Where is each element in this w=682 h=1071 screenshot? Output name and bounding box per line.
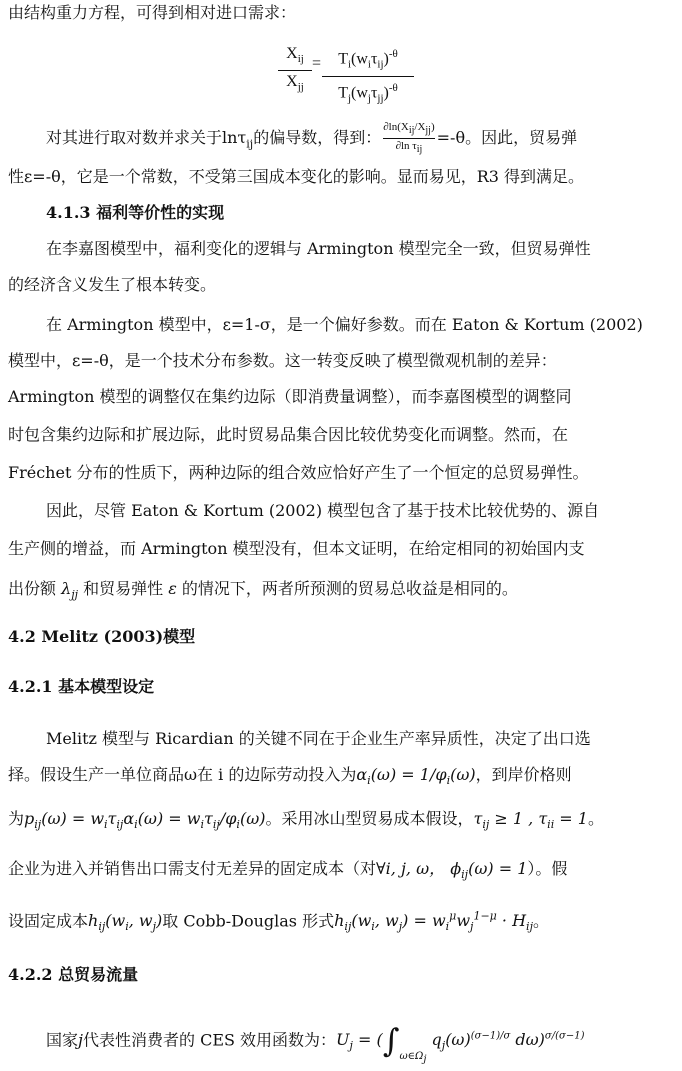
equation-equals: = xyxy=(312,55,322,72)
text-line: 生产侧的增益，而 Armington 模型没有，但本文证明，在给定相同的初始国内支 xyxy=(8,539,585,558)
section-heading: 4.2 Melitz (2003)模型 xyxy=(8,627,196,646)
text-line: 的经济含义发生了根本转变。 xyxy=(8,275,217,294)
text-line: Fréchet 分布的性质下，两种边际的组合效应恰好产生了一个恒定的总贸易弹性。 xyxy=(8,463,589,482)
derivative-fraction: $\partial\ln(X_{ij}/X_{jj})$ ∂ln $\tau_{ij}$ xyxy=(383,121,435,156)
text: 性ε=-θ，它是一个常数，不受第三国成本变化的影响。显而易见，R3 得到满足。 xyxy=(8,167,585,186)
text-line: Armington 模型的调整仅在集约边际（即消费量调整），而李嘉图模型的调整同 xyxy=(8,387,572,406)
text-line: Melitz 模型与 Ricardian 的关键不同在于企业生产率异质性，决定了出口选 xyxy=(46,729,591,748)
text-line: 国家j代表性消费者的 CES 效用函数为：$U_j = (\int_{\omega\in\Omega_j}$ $q_j(\omega)^{(\sigma-1)/\sigma}$ dω)$^{\sigma/(\sigma-1)}$ xyxy=(46,1021,585,1066)
text-line: 因此，尽管 Eaton & Kortum (2002) 模型包含了基于技术比较优势的、源自 xyxy=(46,501,600,520)
text-line xyxy=(8,2,674,24)
text-line: 企业为进入并销售出口需支付无差异的固定成本（对∀i, j, ω， $\phi_{ij}(\omega) = 1$）。假 xyxy=(8,859,568,882)
section-heading: 4.2.1 基本模型设定 xyxy=(8,677,155,696)
text-line: 为$p_{ij}(\omega) = w_i\tau_{ij}\alpha_i(\omega) = w_i\tau_{ij}/\varphi_i(\omega)$。采用冰山型贸易成本假设，$\tau_{ij} \ge 1$ , $\tau_{ii} = 1$。 xyxy=(8,809,604,832)
text-line: 设固定成本$h_{ij}(w_i$, $w_j$)取 Cobb-Douglas 形式$h_{ij}(w_i$, $w_j) = w_i^\mu w_j^{1-\mu} \cdot H_{ij}$。 xyxy=(8,910,549,934)
equation-fraction-left: $X_{ij}$ $X_{jj}$ xyxy=(278,44,312,97)
text-line: 对其进行取对数并求关于lnτ$_{ij}$的偏导数，得到： $\partial\ln(X_{ij}/X_{jj})$ ∂ln $\tau_{ij}$ =-θ。因此，贸易弹 xyxy=(46,121,578,156)
text-line: 在李嘉图模型中，福利变化的逻辑与 Armington 模型完全一致，但贸易弹性 xyxy=(46,239,591,258)
text-line: 择。假设生产一单位商品ω在 i 的边际劳动投入为$\alpha_i(\omega) = 1/\varphi_i(\omega)$，到岸价格则 xyxy=(8,765,572,788)
text: 由结构重力方程，可得到相对进口需求： xyxy=(8,3,297,22)
text-line: 时包含集约边际和扩展边际，此时贸易品集合因比较优势变化而调整。然而，在 xyxy=(8,425,569,444)
text-line xyxy=(8,166,674,188)
section-heading: 4.2.2 总贸易流量 xyxy=(8,965,139,984)
section-heading: 4.1.3 福利等价性的实现 xyxy=(46,203,225,222)
text-line: 在 Armington 模型中，ε=1-σ，是一个偏好参数。而在 Eaton & Kortum (2002) xyxy=(46,315,643,334)
equation-fraction-right: $T_i(w_i\tau_{ij})^{-\theta}$ $T_j(w_j\tau_{jj})^{-\theta}$ xyxy=(322,44,414,108)
text-line: 模型中，ε=-θ，是一个技术分布参数。这一转变反映了模型微观机制的差异： xyxy=(8,351,557,370)
text-line: 出份额 $\lambda_{jj}$ 和贸易弹性 ε 的情况下，两者所预测的贸易总收益是相同的。 xyxy=(8,579,518,602)
